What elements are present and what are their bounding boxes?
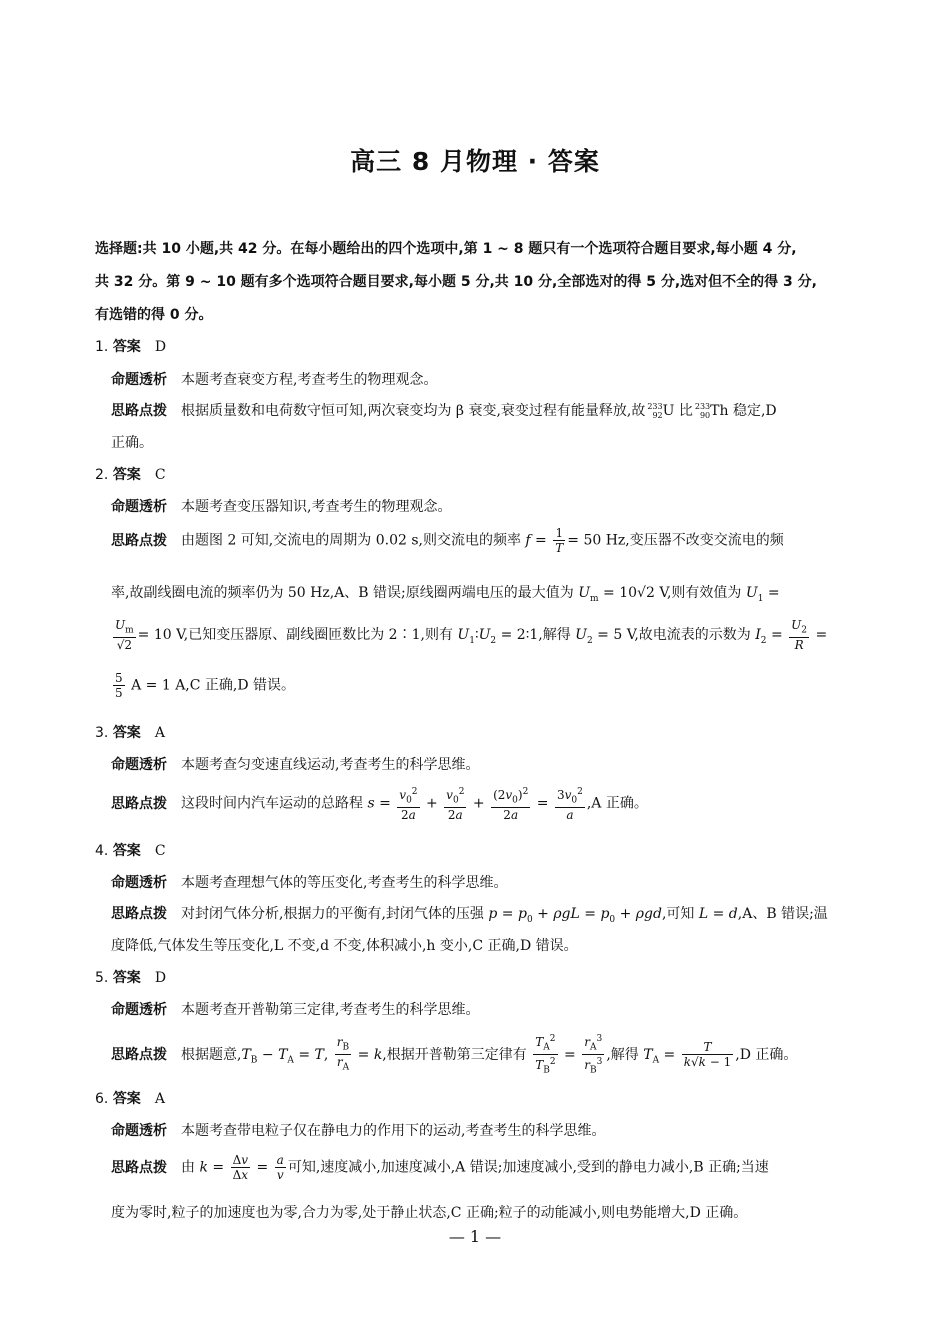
q2-hint-4: $\frac{5}{5}$ A = 1 A,C 正确,D 错误。	[115, 671, 296, 700]
q5-analysis: 命题透析 本题考查开普勒第三定律,考查考生的科学思维。	[111, 1002, 480, 1018]
q1-analysis: 命题透析 本题考查衰变方程,考查考生的物理观念。	[111, 372, 438, 388]
q2-analysis: 命题透析 本题考查变压器知识,考查考生的物理观念。	[111, 499, 452, 515]
q6-answer: 6. 答案 A	[95, 1091, 165, 1107]
q2-answer: 2. 答案 C	[95, 467, 166, 483]
q3-hint: 思路点拨 这段时间内汽车运动的总路程 s = $\frac{v_0^2}{2a}$ + $\frac{v_0^2}{2a}$ + $\frac{(2v_0)^2}{2a}$ = $\frac{3v_0^2}{a}$ ,A 正确。	[111, 787, 648, 823]
q3-answer: 3. 答案 A	[95, 725, 165, 741]
q5-answer: 5. 答案 D	[95, 970, 167, 986]
q2-hint-3: $\frac{U_m}{√2}$ = 10 V,已知变压器原、副线圈匝数比为 2∶1,则有 $U_1∶U_2$ = 2∶1,解得 $U_2 = 5$ V,故电流表的示数为 $I_2$ = $\frac{U_2}{R}$ =	[115, 618, 828, 653]
intro-line-3: 有选错的得 0 分。	[95, 307, 213, 323]
q6-hint-1: 思路点拨 由 k = $\frac{\Delta v}{\Delta x}$ = $\frac{a}{v}$ 可知,速度减小,加速度减小,A 错误;加速度减小,受到的静电力减小,B 正确;当速	[111, 1153, 769, 1182]
q4-analysis: 命题透析 本题考查理想气体的等压变化,考查考生的科学思维。	[111, 875, 508, 891]
q1-answer: 1. 答案 D	[95, 339, 167, 355]
page-number: — 1 —	[448, 1227, 502, 1246]
q1-hint: 思路点拨 根据质量数和电荷数守恒可知,两次衰变均为 β 衰变,衰变过程有能量释放,故 233 92 U 比 233 90 Th 稳定,D	[111, 402, 777, 420]
intro-line-2: 共 32 分。第 9 ~ 10 题有多个选项符合题目要求,每小题 5 分,共 10 分,全部选对的得 5 分,选对但不全的得 3 分,	[95, 274, 817, 290]
page-title: 高三 8 月物理 · 答案	[350, 147, 600, 176]
q5-hint: 思路点拨 根据题意$,T_B - T_A = T$, $\frac{r_B}{r_A}$ = k,根据开普勒第三定律有 $\frac{T_A^2}{T_B^2}$ = $\frac{r_A^3}{r_B^3}$ ,解得 $T_A$ = $\frac{T}{k√k - 1}$ ,D 正确。	[111, 1034, 798, 1076]
q2-hint-2: 率,故副线圈电流的频率仍为 50 Hz,A、B 错误;原线圈两端电压的最大值为 $U_m = 10√2$ V,则有效值为 $U_1$ =	[111, 585, 780, 604]
q4-hint-2: 度降低,气体发生等压变化,L 不变,d 不变,体积减小,h 变小,C 正确,D 错误。	[111, 938, 578, 954]
q6-analysis: 命题透析 本题考查带电粒子仅在静电力的作用下的运动,考查考生的科学思维。	[111, 1123, 606, 1139]
q1-hint-cont: 正确。	[111, 435, 153, 451]
intro-line-1: 选择题:共 10 小题,共 42 分。在每小题给出的四个选项中,第 1 ~ 8 题只有一个选项符合题目要求,每小题 4 分,	[95, 241, 797, 257]
q2-hint-1: 思路点拨 由题图 2 可知,交流电的周期为 0.02 s,则交流电的频率 f = $\frac{1}{T}$ = 50 Hz,变压器不改变交流电的频	[111, 526, 784, 555]
q3-analysis: 命题透析 本题考查匀变速直线运动,考查考生的科学思维。	[111, 757, 480, 773]
q4-answer: 4. 答案 C	[95, 843, 166, 859]
q6-hint-2: 度为零时,粒子的加速度也为零,合力为零,处于静止状态,C 正确;粒子的动能减小,则电势能增大,D 正确。	[111, 1205, 748, 1221]
q4-hint-1: 思路点拨 对封闭气体分析,根据力的平衡有,封闭气体的压强 $p = p_0 + \rho gL = p_0 + \rho gd$,可知 L = d,A、B 错误;温	[111, 906, 828, 925]
